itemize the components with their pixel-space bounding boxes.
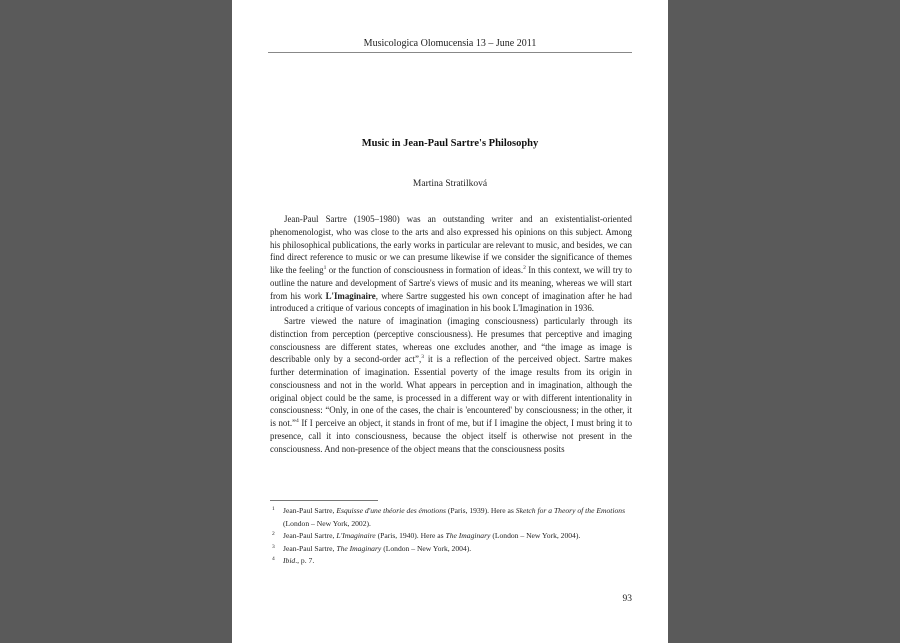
footnote-text: Jean-Paul Sartre, — [283, 506, 337, 515]
paragraph-2-text-c: If I perceive an object, it stands in front of me, but if I imagine the object, I must bring it to presence, call it into consciousness, because the object itself is otherwise not present in the consciousness. And non-presence of the object means that the consciousness posits — [270, 418, 633, 454]
footnote-italic: L'Imaginaire — [336, 531, 376, 540]
page-number: 93 — [622, 594, 632, 604]
footnote-3 — [270, 543, 632, 556]
footnote-rule — [270, 500, 378, 501]
footnote-text: (Paris, 1939). Here as — [445, 506, 516, 515]
footnote-italic: The Imaginary — [445, 531, 491, 540]
footnote-text: Jean-Paul Sartre, — [283, 543, 337, 553]
header-rule — [268, 52, 632, 53]
article-author: Martina Stratilková — [412, 179, 488, 189]
footnote-italic: Sketch for a Theory of the Emotions — [515, 506, 626, 515]
footnote-text: (London – New York, 2004). — [490, 531, 581, 540]
footnote-ref-3: 3 — [421, 354, 424, 361]
document-page — [232, 0, 668, 643]
footnote-number: 2 — [272, 531, 275, 537]
footnotes — [270, 505, 632, 568]
footnote-ref-1: 1 — [323, 265, 327, 272]
paragraph-1-text-d: , where Sartre suggested his own concept of imagination after he had introduced a critique of various concepts of imagination in his book L'Imagination in 1936. — [270, 290, 632, 314]
paragraph-1-text-c: In this context, we will try to outline the nature and development of Sartre's views of music and its meaning, whereas we will start from his work — [270, 265, 632, 301]
paragraph-1-text-a: Jean-Paul Sartre (1905–1980) was an outstanding writer and an existentialist-oriented phenomenologist, who was close to the arts and also expressed his opinions on this subject. Among his philosophical publications, the early works in particular are relevant to music, and besides, we can find direct reference to music or we can presume likewise if we consider the significance of themes like the feeling — [270, 214, 632, 275]
paragraph-1-text-b: or the function of consciousness in formation of ideas. — [326, 265, 524, 275]
paragraph-2-text-b: it is a reflection of the perceived object. Sartre makes further determination of imagination. Essential poverty of the image results from its origin in consciousness and not in the world. What appears in perception and in imagination, although the original object could be the same, is processed in a different way or with different intentionality in consciousness: “Only, in one of the cases, the chair is 'encountered' by consciousness; in the other, it is not.” — [270, 354, 632, 428]
footnote-number: 1 — [272, 506, 275, 512]
footnote-number: 3 — [272, 543, 275, 550]
footnote-ref-4: 4 — [296, 418, 299, 425]
footnote-text: Jean-Paul Sartre, — [283, 531, 337, 540]
work-title-bold: L'Imaginaire — [325, 290, 376, 301]
footnote-2 — [270, 530, 632, 543]
paragraph-1 — [270, 213, 632, 315]
article-title: Music in Jean-Paul Sartre's Philosophy — [361, 138, 539, 149]
footnote-number: 4 — [272, 556, 275, 562]
footnote-italic: Esquisse d'une théorie des émotions — [336, 506, 446, 515]
footnote-ref-2: 2 — [523, 265, 526, 272]
running-head: Musicologica Olomucensia 13 – June 2011 — [363, 38, 537, 49]
paragraph-2-text-a: Sartre viewed the nature of imagination (imaging consciousness) particularly through its distinction from perception (perceptive consciousness). He presumes that perceptive and imaging consciousness are different states, whereas one excludes another, and “the image as image is describable only by a second-order act”, — [270, 316, 632, 365]
footnote-text: (London – New York, 2002). — [283, 518, 371, 528]
footnote-text: (Paris, 1940). Here as — [375, 531, 446, 540]
footnote-italic: Ibid — [283, 556, 296, 565]
paragraph-2 — [270, 315, 632, 455]
footnote-4 — [270, 555, 632, 568]
article-body — [270, 213, 632, 455]
footnote-italic: The Imaginary — [336, 543, 382, 553]
footnote-text: ., p. 7. — [295, 556, 315, 565]
footnote-1 — [270, 505, 632, 530]
footnote-text: (London – New York, 2004). — [381, 543, 472, 553]
